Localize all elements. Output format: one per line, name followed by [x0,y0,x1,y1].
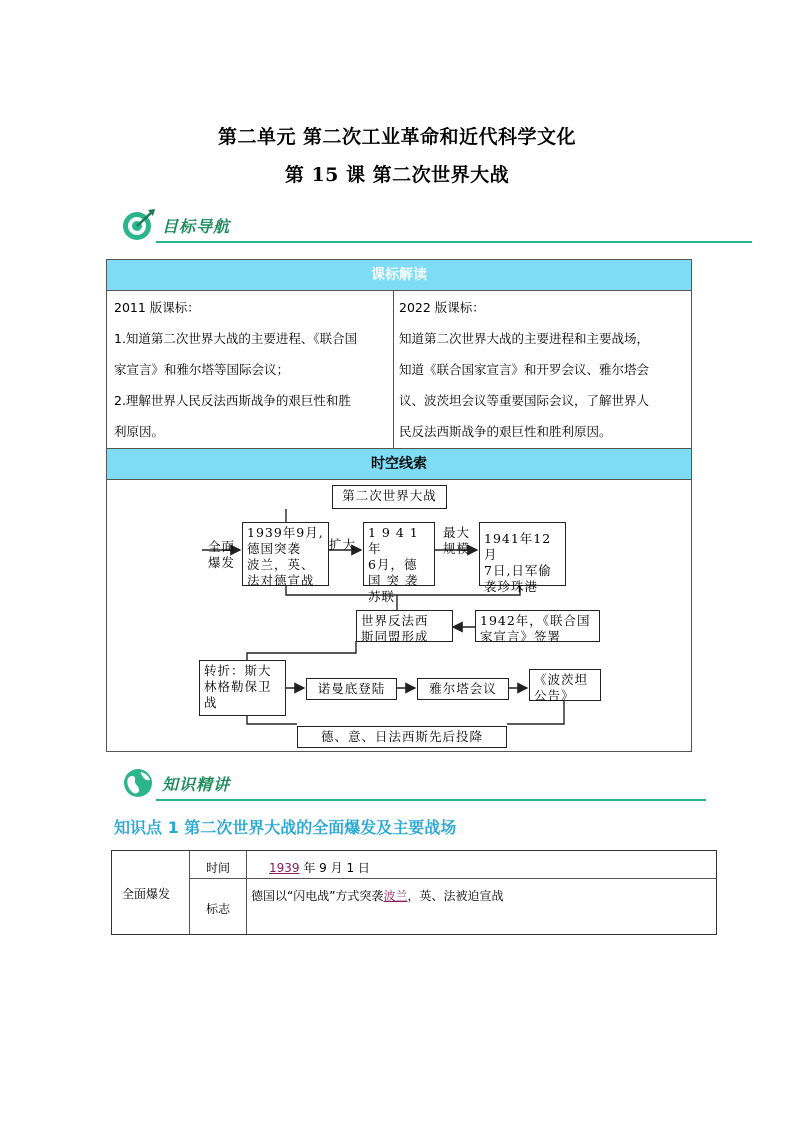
box-potsdam: 《波茨坦 公告》 [529,669,601,701]
box-1942-declaration: 1942年，《联合国 家宣言》签署 [475,610,600,642]
line-2011-4: 利原因。 [114,424,165,439]
box-pearl-harbor: 1941年12月 7日,日军偷 袭珍珠港 [479,522,566,586]
globe-icon [122,766,158,800]
box-1939: 1939年9月, 德国突袭 波兰，英、 法对德宣战 [242,522,329,586]
box-alliance: 世界反法西 斯同盟形成 [356,610,453,642]
label-largest-scale: 最大 规模 [443,525,471,556]
heading-2011: 2011 版课标： [114,300,200,315]
line-2022-4: 民反法西斯战争的艰巨性和胜利原因。 [399,424,612,439]
curriculum-table [106,259,692,752]
time-answer-line: 1939 年 9 月 1 日 [269,861,370,875]
unit-title: 第二单元 第二次工业革命和近代科学文化 [217,126,577,148]
line-2011-3: 2.理解世界人民反法西斯战争的艰巨性和胜 [114,393,351,408]
line-2022-2: 知道《联合国家宣言》和开罗会议、雅尔塔会 [399,362,650,377]
band-timeline: 时空线索 [107,449,691,479]
section-label-knowledge: 知识精讲 [162,775,231,794]
answer-year: 1939 [269,861,300,875]
label-expand: 扩大 [329,537,357,552]
label-time: 时间 [206,861,231,875]
section-header-goals [120,208,752,242]
box-normandy: 诺曼底登陆 [306,678,397,700]
box-ww2: 第二次世界大战 [332,485,447,509]
line-2011-2: 家宣言》和雅尔塔等国际会议； [114,362,290,377]
answer-poland: 波兰 [383,889,408,903]
section-label-goals: 目标导航 [162,217,231,236]
section-underline [156,241,752,243]
line-2022-1: 知道第二次世界大战的主要进程和主要战场， [399,331,650,346]
label-sign: 标志 [206,902,231,916]
sign-answer-line: 德国以“闪电战”方式突袭波兰，英、法被迫宣战 [251,889,504,903]
knowledge-point-title: 知识点 1 第二次世界大战的全面爆发及主要战场 [114,818,457,837]
knowledge-table [111,850,717,935]
box-stalingrad: 转折：斯大 林格勒保卫 战 [199,660,286,716]
line-2022-3: 议、波茨坦会议等重要国际会议，了解世界人 [399,393,650,408]
row-label-outbreak: 全面爆发 [122,887,171,901]
lesson-title: 第 15 课 第二次世界大战 [284,164,510,186]
band-curriculum: 课标解读 [107,260,691,290]
section-header-knowledge [120,766,706,800]
box-surrender: 德、意、日法西斯先后投降 [297,726,507,748]
label-full-outbreak: 全面 爆发 [208,539,236,570]
section-underline-2 [156,799,706,801]
box-1941-june: 1 9 4 1 年 6月，德 国 突 袭 苏联 [363,522,435,586]
target-arrow-icon [120,208,156,242]
heading-2022: 2022 版课标： [399,300,485,315]
line-2011-1: 1.知道第二次世界大战的主要进程、《联合国 [114,331,358,346]
box-yalta: 雅尔塔会议 [417,678,509,700]
